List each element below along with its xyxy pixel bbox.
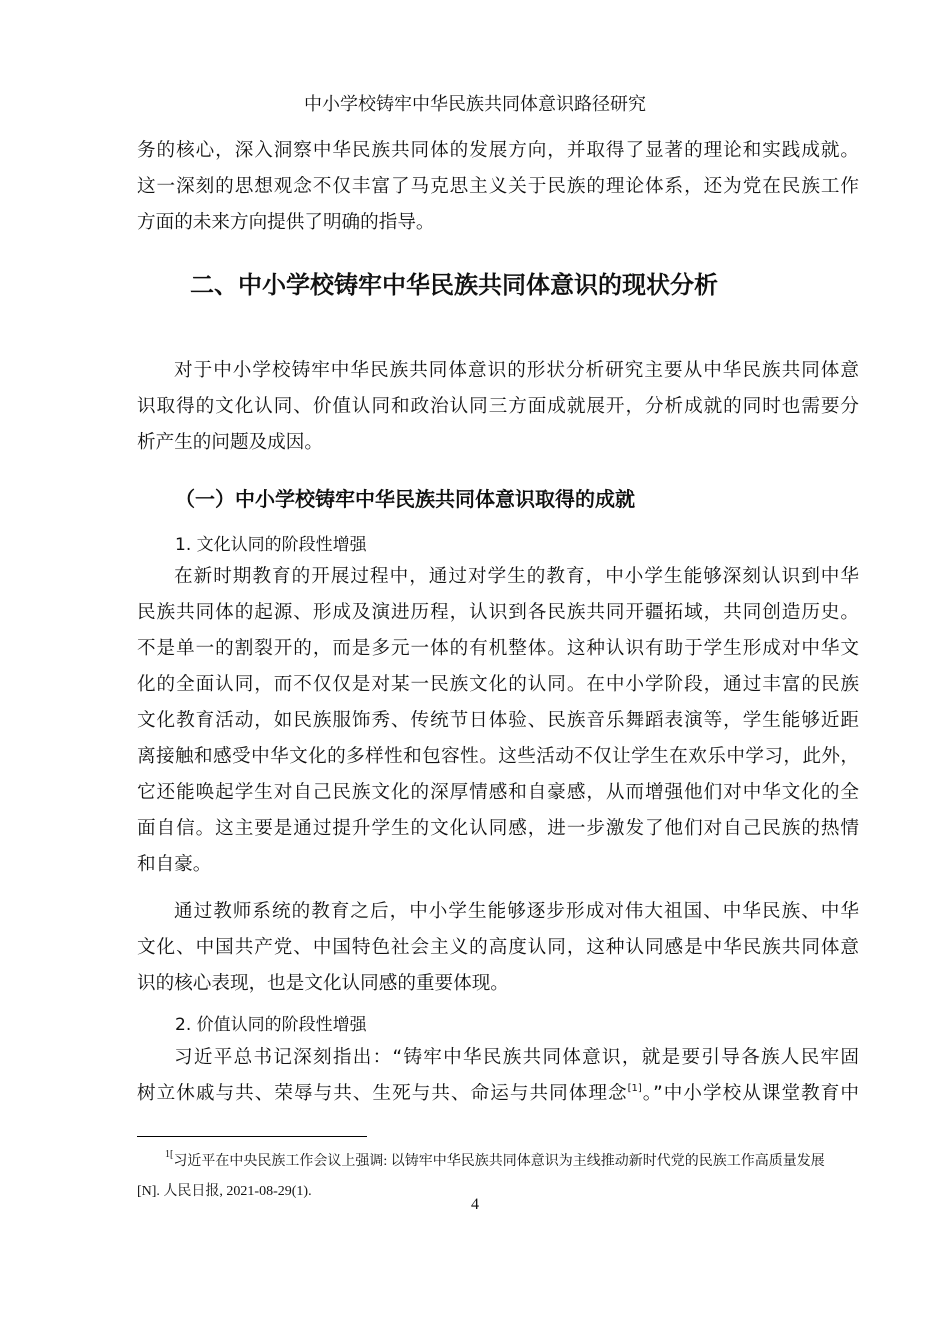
text-line: 文化、中国共产党、中国特色社会主义的高度认同，这种认同感是中华民族共同体意: [137, 937, 859, 958]
paragraph: [137, 894, 859, 1002]
text-line: 对于中小学校铸牢中华民族共同体意识的形状分析研究主要从中华民族共同体意: [174, 360, 859, 381]
text-line: 不是单一的割裂开的，而是多元一体的有机整体。这种认识有助于学生形成对中华文: [137, 638, 859, 659]
text-span: 树立休戚与共、荣辱与共、生死与共、命运与共同体理念: [137, 1083, 628, 1104]
text-line: 离接触和感受中华文化的多样性和包容性。这些活动不仅让学生在欢乐中学习，此外，: [137, 746, 859, 767]
subsection-heading: （一）中小学校铸牢中华民族共同体意识取得的成就: [175, 487, 635, 511]
text-line: 习近平总书记深刻指出：“铸牢中华民族共同体意识，就是要引导各族人民牢固: [174, 1047, 859, 1068]
footnote-divider: [137, 1136, 367, 1137]
paragraph: [137, 1040, 859, 1112]
item-heading: 1. 文化认同的阶段性增强: [175, 535, 367, 555]
text-line: 在新时期教育的开展过程中，通过对学生的教育，中小学生能够深刻认识到中华: [174, 566, 859, 587]
running-header: 中小学校铸牢中华民族共同体意识路径研究: [304, 94, 646, 115]
text-line: 这一深刻的思想观念不仅丰富了马克思主义关于民族的理论体系，还为党在民族工作: [137, 176, 859, 197]
section-heading: 二、中小学校铸牢中华民族共同体意识的现状分析: [190, 271, 718, 299]
text-span: 。”中小学校从课堂教育中: [641, 1083, 859, 1104]
text-line: 务的核心，深入洞察中华民族共同体的发展方向，并取得了显著的理论和实践成就。: [137, 140, 859, 161]
footnote-text: 习近平在中央民族工作会议上强调: 以铸牢中华民族共同体意识为主线推动新时代党的民族工作高质量发展: [173, 1154, 825, 1169]
text-line: 文化教育活动，如民族服饰秀、传统节日体验、民族音乐舞蹈表演等，学生能够近距: [137, 710, 859, 731]
page-number: 4: [471, 1196, 479, 1213]
paragraph: [137, 353, 859, 461]
paragraph: [137, 559, 859, 883]
text-line: 和自豪。: [137, 854, 212, 875]
text-line: 通过教师系统的教育之后，中小学生能够逐步形成对伟大祖国、中华民族、中华: [174, 901, 859, 922]
text-line: [137, 1076, 859, 1112]
citation-marker[interactable]: [1]: [627, 1083, 642, 1094]
footnote-cont: [N]. 人民日报, 2021-08-29(1).: [137, 1184, 312, 1199]
text-line: 识取得的文化认同、价值认同和政治认同三方面成就展开，分析成就的同时也需要分: [137, 396, 859, 417]
footnote: [137, 1150, 859, 1170]
footnote-mark: 1[: [165, 1149, 174, 1160]
text-line: 它还能唤起学生对自己民族文化的深厚情感和自豪感，从而增强他们对中华文化的全: [137, 782, 859, 803]
item-heading: 2. 价值认同的阶段性增强: [175, 1015, 367, 1035]
text-line: 识的核心表现，也是文化认同感的重要体现。: [137, 973, 509, 994]
text-line: 面自信。这主要是通过提升学生的文化认同感，进一步激发了他们对自己民族的热情: [137, 818, 859, 839]
text-line: 民族共同体的起源、形成及演进历程，认识到各民族共同开疆拓域，共同创造历史。: [137, 602, 859, 623]
text-line: 化的全面认同，而不仅仅是对某一民族文化的认同。在中小学阶段，通过丰富的民族: [137, 674, 859, 695]
paragraph: [137, 133, 859, 241]
text-line: 方面的未来方向提供了明确的指导。: [137, 212, 435, 233]
text-line: 析产生的问题及成因。: [137, 432, 323, 453]
